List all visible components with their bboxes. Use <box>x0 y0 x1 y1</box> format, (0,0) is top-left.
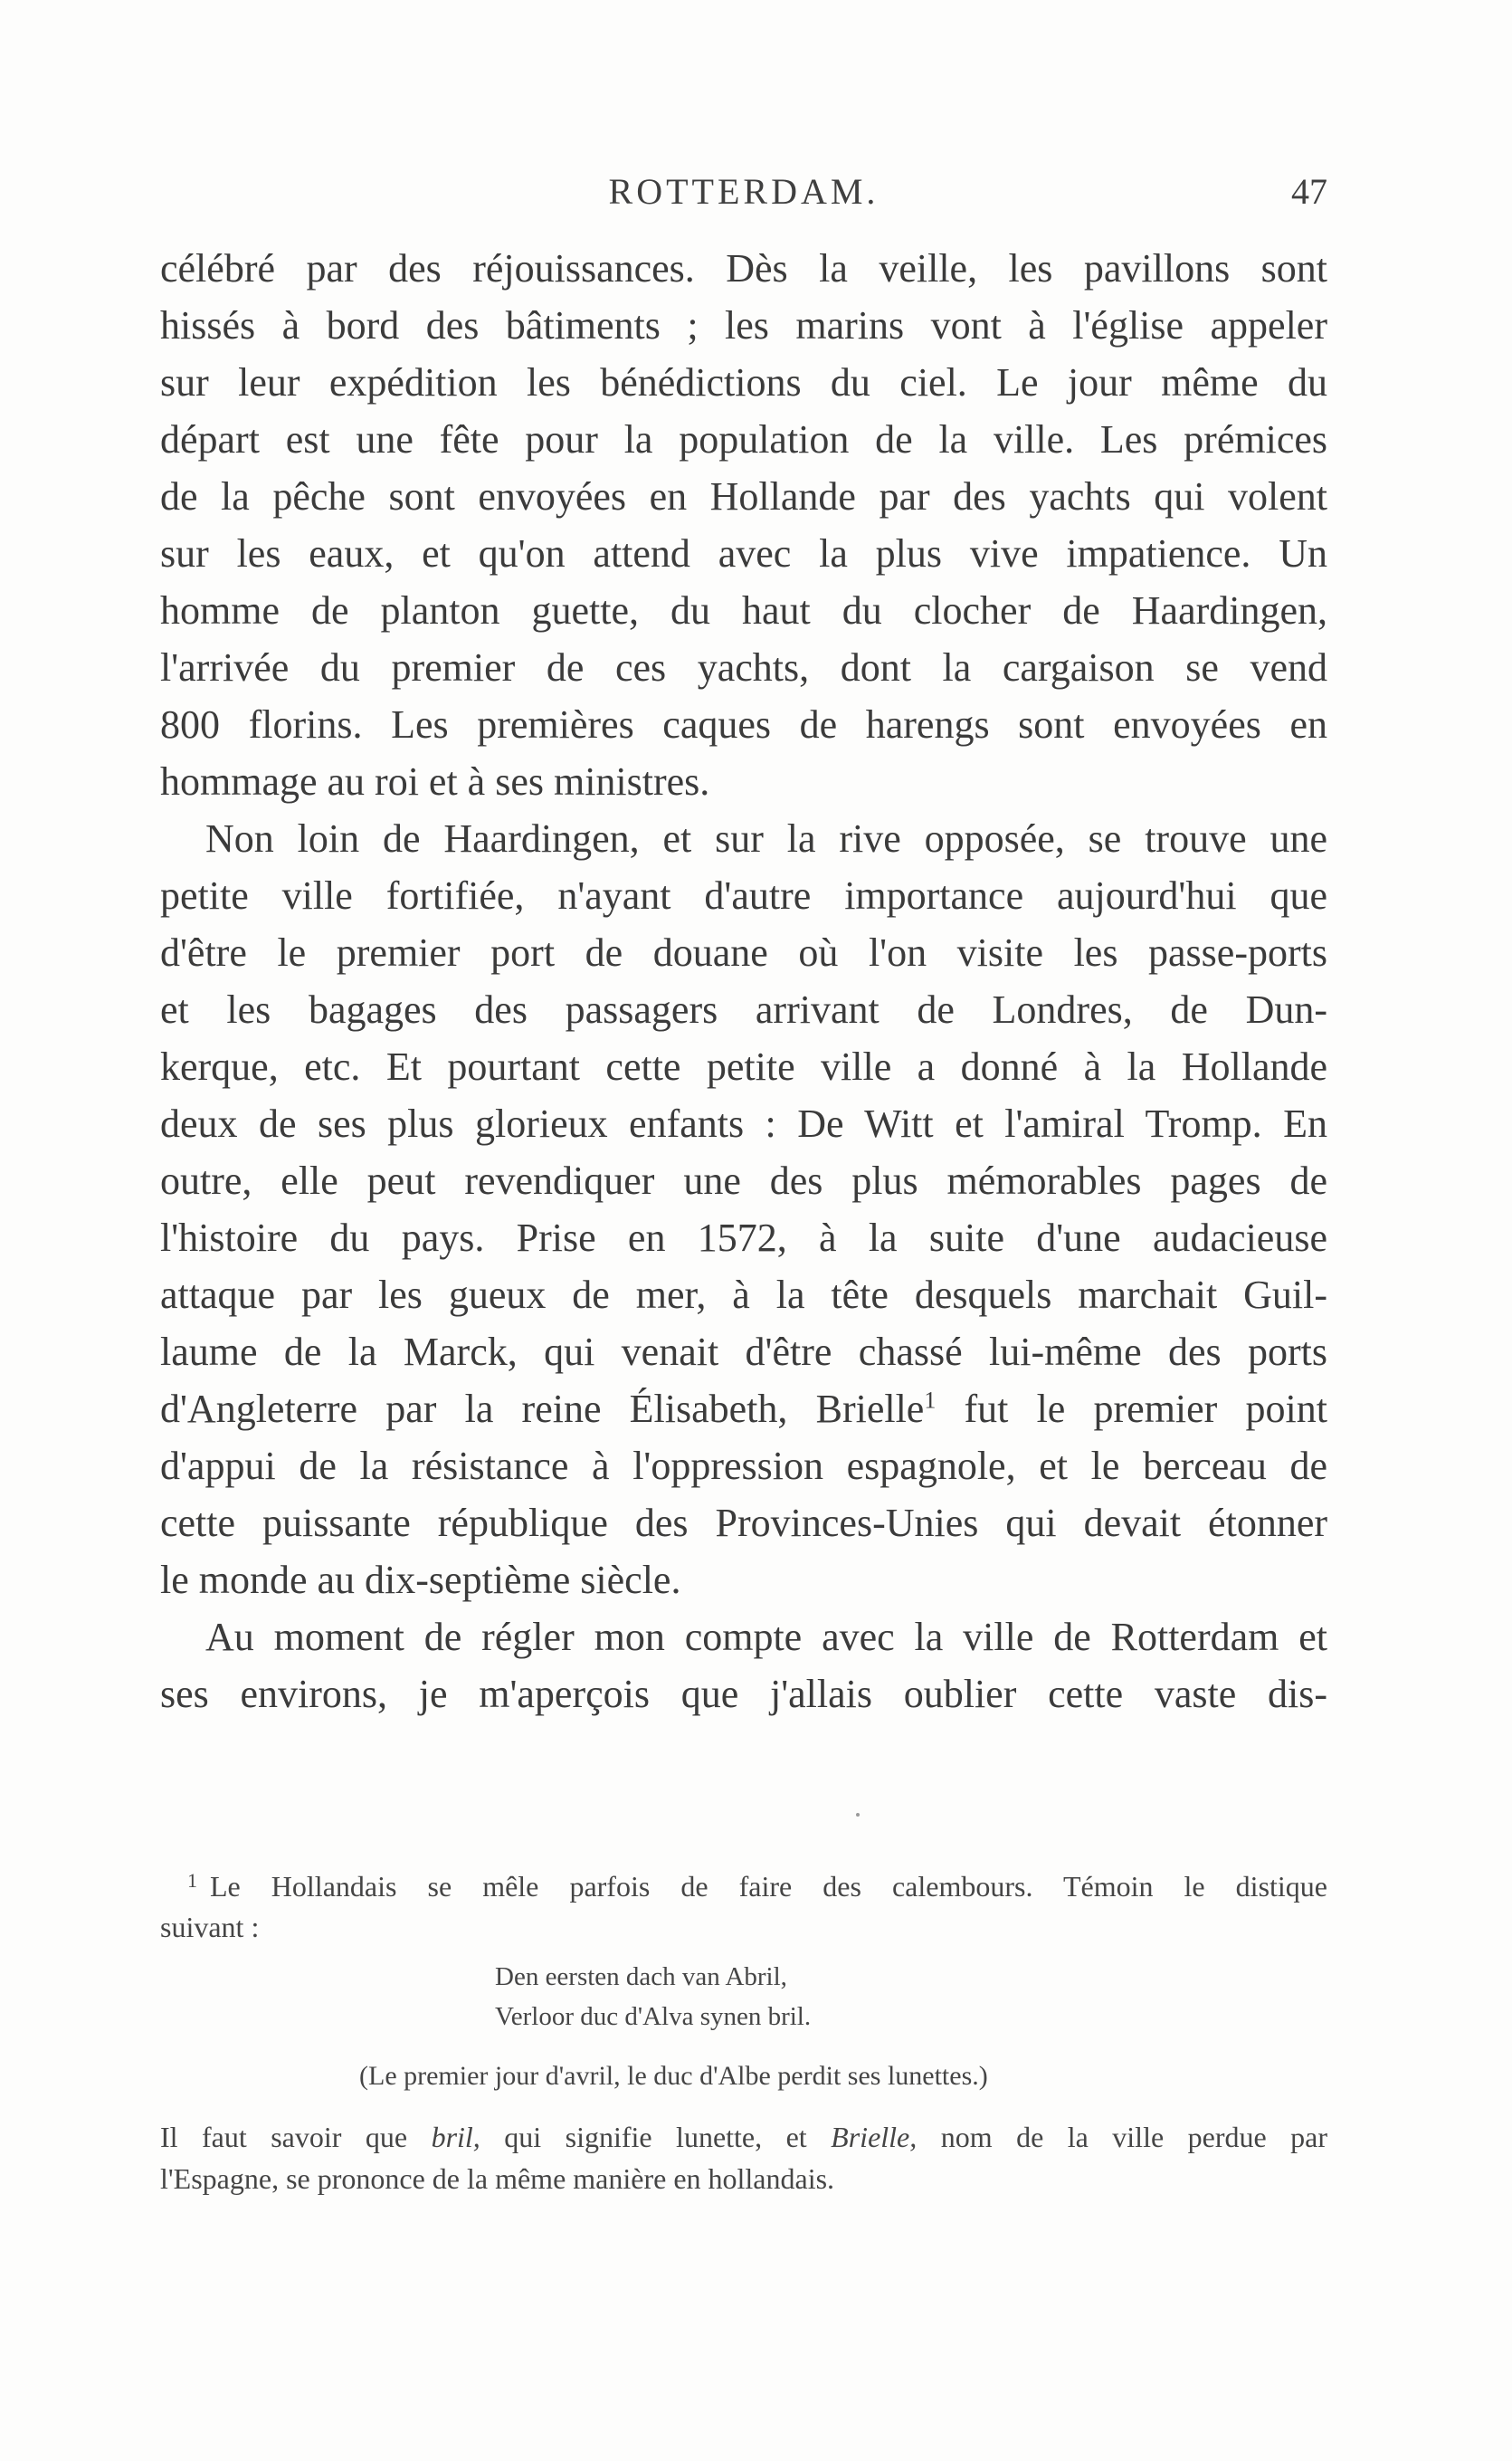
footnote-line <box>160 2116 1327 2158</box>
verse-line: Verloor duc d'Alva synen bril. <box>495 2002 812 2031</box>
text-line: hommage au roi et à ses ministres. <box>160 759 710 804</box>
text-fragment: Le Hollandais se mêle parfois de faire des calembours. Témoin le distique <box>210 1870 1327 1903</box>
footnote-reference: 1 <box>924 1387 937 1414</box>
text-line: départ est une fête pour la population de la ville. Les prémices <box>160 417 1327 462</box>
footnote-marker: 1 <box>187 1869 197 1892</box>
text-line-with-footnote-ref <box>160 1380 1327 1437</box>
text-line: sur leur expédition les bénédictions du ciel. Le jour même du <box>160 360 1327 405</box>
text-line: l'arrivée du premier de ces yachts, dont la cargaison se vend <box>160 645 1327 690</box>
page-number: 47 <box>1291 171 1327 212</box>
text-line: kerque, etc. Et pourtant cette petite ville a donné à la Hollande <box>160 1044 1327 1089</box>
text-line: laume de la Marck, qui venait d'être chassé lui-même des ports <box>160 1330 1327 1374</box>
text-line: sur les eaux, et qu'on attend avec la plus vive impatience. Un <box>160 531 1327 576</box>
paragraph <box>160 240 1327 810</box>
footnote <box>160 1860 1327 2199</box>
text-line: homme de planton guette, du haut du clocher de Haardingen, <box>160 588 1327 633</box>
text-line: attaque par les gueux de mer, à la tête desquels marchait Guil- <box>160 1273 1327 1317</box>
print-speck <box>856 1813 860 1817</box>
text-line: Au moment de régler mon compte avec la ville de Rotterdam et <box>205 1615 1327 1659</box>
text-line: d'appui de la résistance à l'oppression espagnole, et le berceau de <box>160 1444 1327 1488</box>
text-line: l'histoire du pays. Prise en 1572, à la suite d'une audacieuse <box>160 1216 1327 1260</box>
text-line: célébré par des réjouissances. Dès la veille, les pavillons sont <box>160 246 1327 291</box>
text-line: et les bagages des passagers arrivant de Londres, de Dun- <box>160 987 1327 1032</box>
text-line: le monde au dix-septième siècle. <box>160 1558 681 1602</box>
body-text <box>160 240 1327 1722</box>
paragraph <box>160 810 1327 1608</box>
text-fragment: qui signifie lunette, et <box>480 2121 832 2153</box>
text-line: deux de ses plus glorieux enfants : De Witt et l'amiral Tromp. En <box>160 1102 1327 1146</box>
text-fragment: nom de la ville perdue par <box>917 2121 1328 2153</box>
footnote-line <box>160 1860 1327 1907</box>
italic-word: bril, <box>431 2121 480 2153</box>
italic-word: Brielle, <box>831 2121 918 2153</box>
text-fragment: Il faut savoir que <box>160 2121 432 2153</box>
text-line: de la pêche sont envoyées en Hollande par des yachts qui volent <box>160 474 1327 519</box>
text-fragment: fut le premier point <box>936 1387 1327 1431</box>
text-line: petite ville fortifiée, n'ayant d'autre importance aujourd'hui que <box>160 873 1327 918</box>
verse-translation: (Le premier jour d'avril, le duc d'Albe perdit ses lunettes.) <box>359 2061 988 2091</box>
text-line: 800 florins. Les premières caques de harengs sont envoyées en <box>160 702 1327 747</box>
running-title: ROTTERDAM. <box>608 171 880 212</box>
text-line: hissés à bord des bâtiments ; les marins vont à l'église appeler <box>160 303 1327 348</box>
text-line: Non loin de Haardingen, et sur la rive opposée, se trouve une <box>205 816 1327 861</box>
paragraph <box>160 1608 1327 1722</box>
text-line: d'être le premier port de douane où l'on visite les passe-ports <box>160 930 1327 975</box>
verse-line: Den eersten dach van Abril, <box>495 1962 787 1991</box>
page-header <box>160 170 1327 224</box>
text-line: cette puissante république des Provinces-Unies qui devait étonner <box>160 1501 1327 1545</box>
text-line: outre, elle peut revendiquer une des plus mémorables pages de <box>160 1159 1327 1203</box>
text-line: ses environs, je m'aperçois que j'allais oublier cette vaste dis- <box>160 1672 1327 1716</box>
text-fragment: d'Angleterre par la reine Élisabeth, Brielle <box>160 1387 925 1431</box>
footnote-line: suivant : <box>160 1911 260 1943</box>
footnote-line: l'Espagne, se prononce de la même manière en hollandais. <box>160 2162 835 2195</box>
